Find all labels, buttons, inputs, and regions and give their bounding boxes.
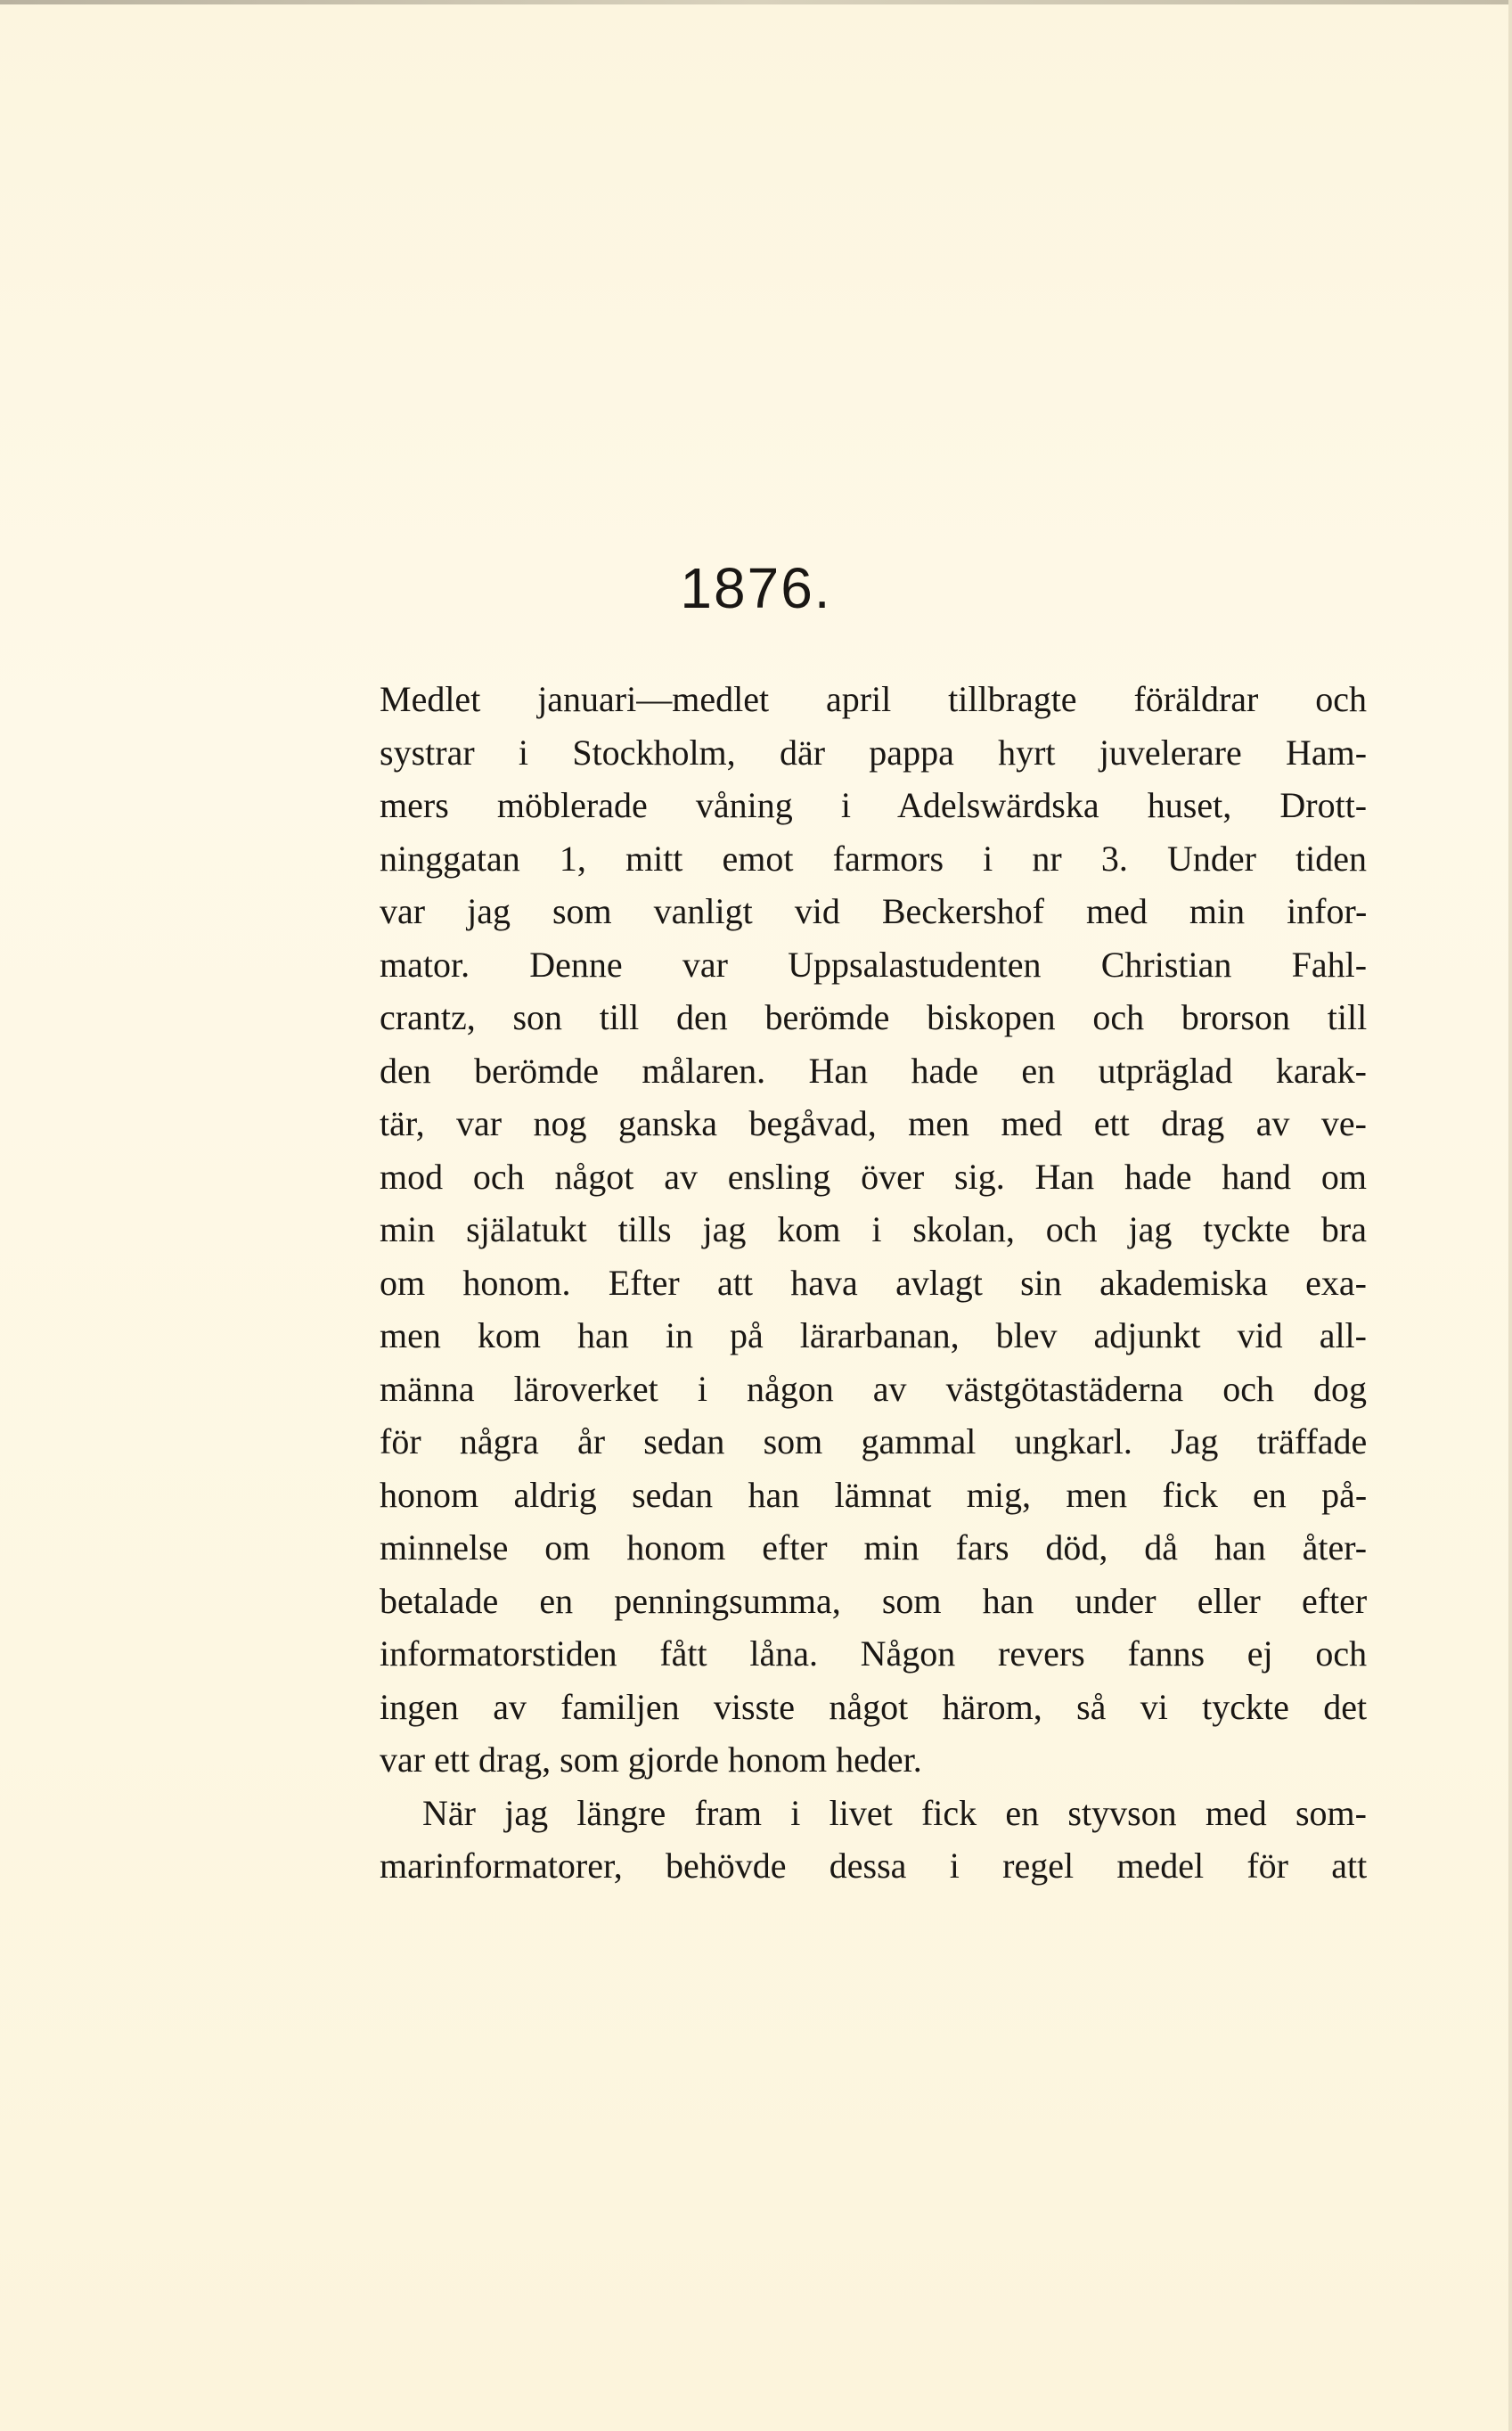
paragraph-2 [380, 1787, 1367, 1893]
text-line: tär, var nog ganska begåvad, men med ett drag av ve- [380, 1103, 1367, 1143]
text-line: ingen av familjen visste något härom, så vi tyckte det [380, 1686, 1368, 1727]
text-line: mator. Denne var Uppsalastudenten Christian Fahl- [380, 944, 1368, 985]
text-line: mers möblerade våning i Adelswärdska huset, Drott- [380, 785, 1368, 825]
text-line: för några år sedan som gammal ungkarl. Jag träffade [380, 1421, 1368, 1461]
text-line: crantz, son till den berömde biskopen och brorson till [380, 997, 1368, 1037]
text-line: men kom han in på lärarbanan, blev adjunkt vid all- [380, 1315, 1367, 1355]
text-line: min själatukt tills jag kom i skolan, och jag tyckte bra [380, 1209, 1367, 1249]
text-line: systrar i Stockholm, där pappa hyrt juvelerare Ham- [380, 732, 1368, 773]
text-line: männa läroverket i någon av västgötastäderna och dog [380, 1368, 1367, 1409]
page-right-edge [1508, 0, 1512, 2431]
chapter-year-heading: 1876. [680, 556, 832, 620]
text-line: informatorstiden fått låna. Någon revers fanns ej och [380, 1633, 1368, 1674]
text-line: mod och något av ensling över sig. Han hade hand om [380, 1156, 1367, 1197]
text-line: var ett drag, som gjorde honom heder. [380, 1739, 922, 1780]
text-line: om honom. Efter att hava avlagt sin akademiska exa- [380, 1262, 1367, 1303]
text-line: marinformatorer, behövde dessa i regel medel för att [380, 1846, 1368, 1886]
text-line: När jag längre fram i livet fick en styvson med som- [422, 1792, 1367, 1833]
text-line: ninggatan 1, mitt emot farmors i nr 3. Under tiden [380, 838, 1367, 879]
text-line: honom aldrig sedan han lämnat mig, men fick en på- [380, 1474, 1368, 1515]
text-line: Medlet januari—medlet april tillbragte föräldrar och [380, 679, 1367, 719]
text-line: var jag som vanligt vid Beckershof med min infor- [380, 891, 1368, 931]
page-top-edge [0, 0, 1512, 4]
text-line: minnelse om honom efter min fars död, då han åter- [380, 1527, 1368, 1567]
paragraph-1 [380, 673, 1367, 1787]
text-line: betalade en penningsumma, som han under eller efter [380, 1580, 1368, 1621]
text-line: den berömde målaren. Han hade en utpräglad karak- [380, 1050, 1367, 1091]
body-text [380, 673, 1367, 1893]
